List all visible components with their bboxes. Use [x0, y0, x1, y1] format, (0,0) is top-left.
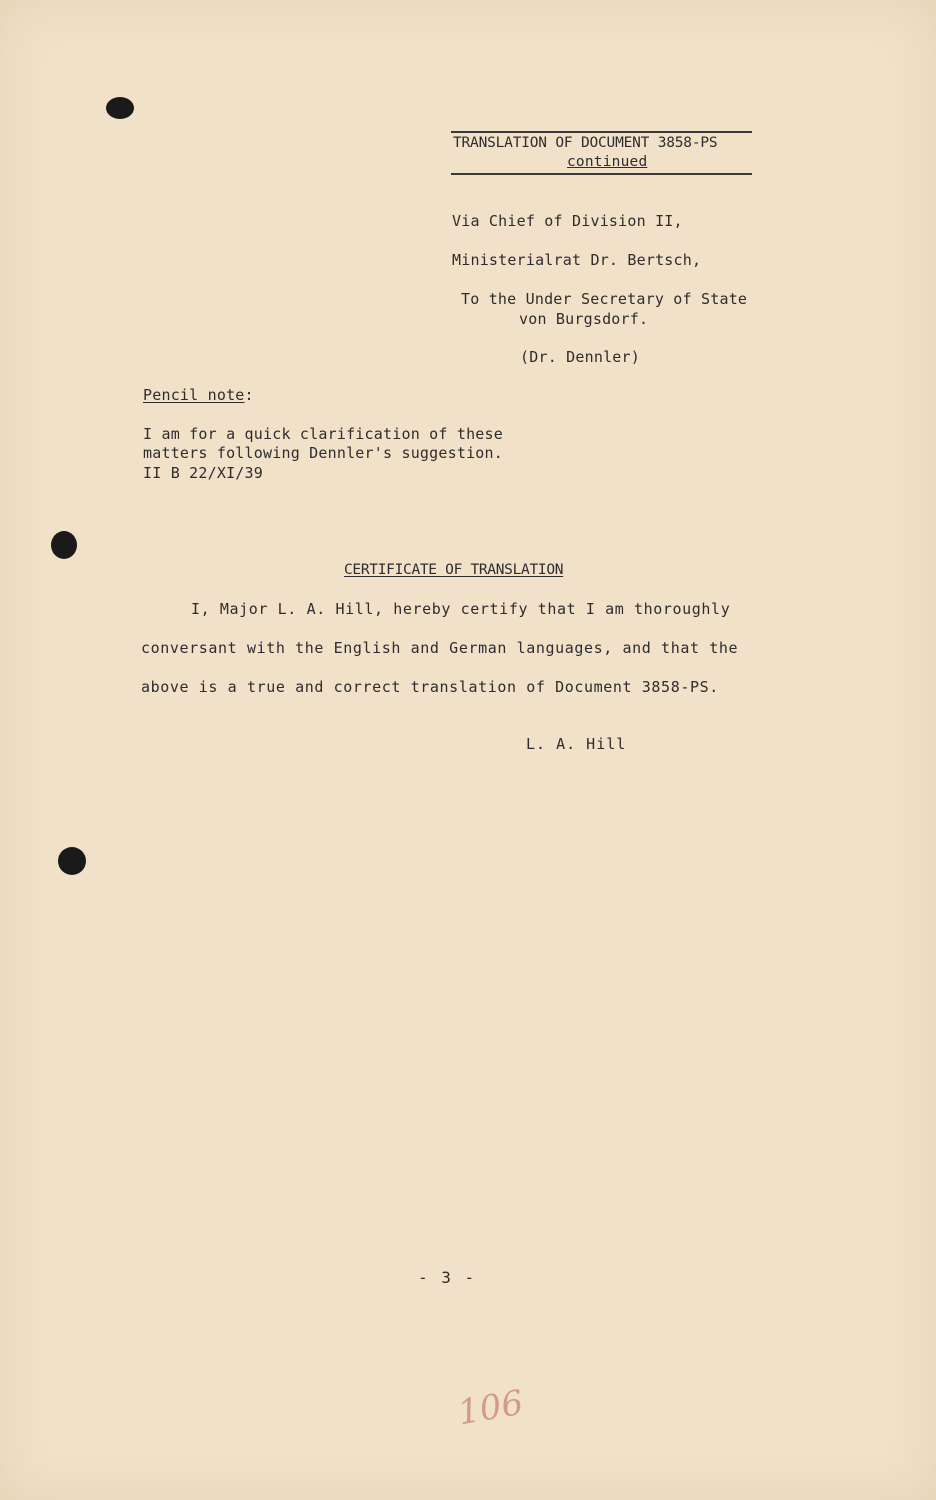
document-title: TRANSLATION OF DOCUMENT 3858-PS: [453, 135, 718, 151]
pencil-note-heading-line: [143, 386, 254, 405]
punch-hole-top: [106, 97, 134, 119]
pencil-note-line1: I am for a quick clarification of these: [143, 425, 503, 443]
routing-ministerialrat: Ministerialrat Dr. Bertsch,: [452, 251, 702, 269]
routing-signature: (Dr. Dennler): [520, 348, 640, 366]
page-number: - 3 -: [418, 1268, 477, 1287]
punch-hole-middle: [51, 531, 77, 559]
routing-to-line2: von Burgsdorf.: [519, 310, 649, 328]
pencil-note-colon: :: [244, 386, 254, 404]
pencil-note-line2: matters following Dennler's suggestion.: [143, 444, 503, 462]
punch-hole-bottom: [58, 847, 86, 875]
routing-via: Via Chief of Division II,: [452, 212, 683, 230]
handwritten-page-number: 106: [455, 1382, 527, 1434]
certificate-title: CERTIFICATE OF TRANSLATION: [344, 562, 564, 578]
certificate-signature: L. A. Hill: [526, 735, 627, 753]
document-header: [451, 131, 752, 175]
certificate-line2: conversant with the English and German languages, and that the: [141, 639, 739, 657]
certificate-line1: I, Major L. A. Hill, hereby certify that I am thoroughly: [191, 600, 731, 618]
routing-to-line1: To the Under Secretary of State: [461, 290, 748, 308]
pencil-note-heading: Pencil note: [143, 386, 245, 404]
pencil-note-line3: II B 22/XI/39: [143, 464, 263, 482]
document-subtitle: continued: [567, 154, 648, 170]
certificate-line3: above is a true and correct translation of Document 3858-PS.: [141, 678, 719, 696]
